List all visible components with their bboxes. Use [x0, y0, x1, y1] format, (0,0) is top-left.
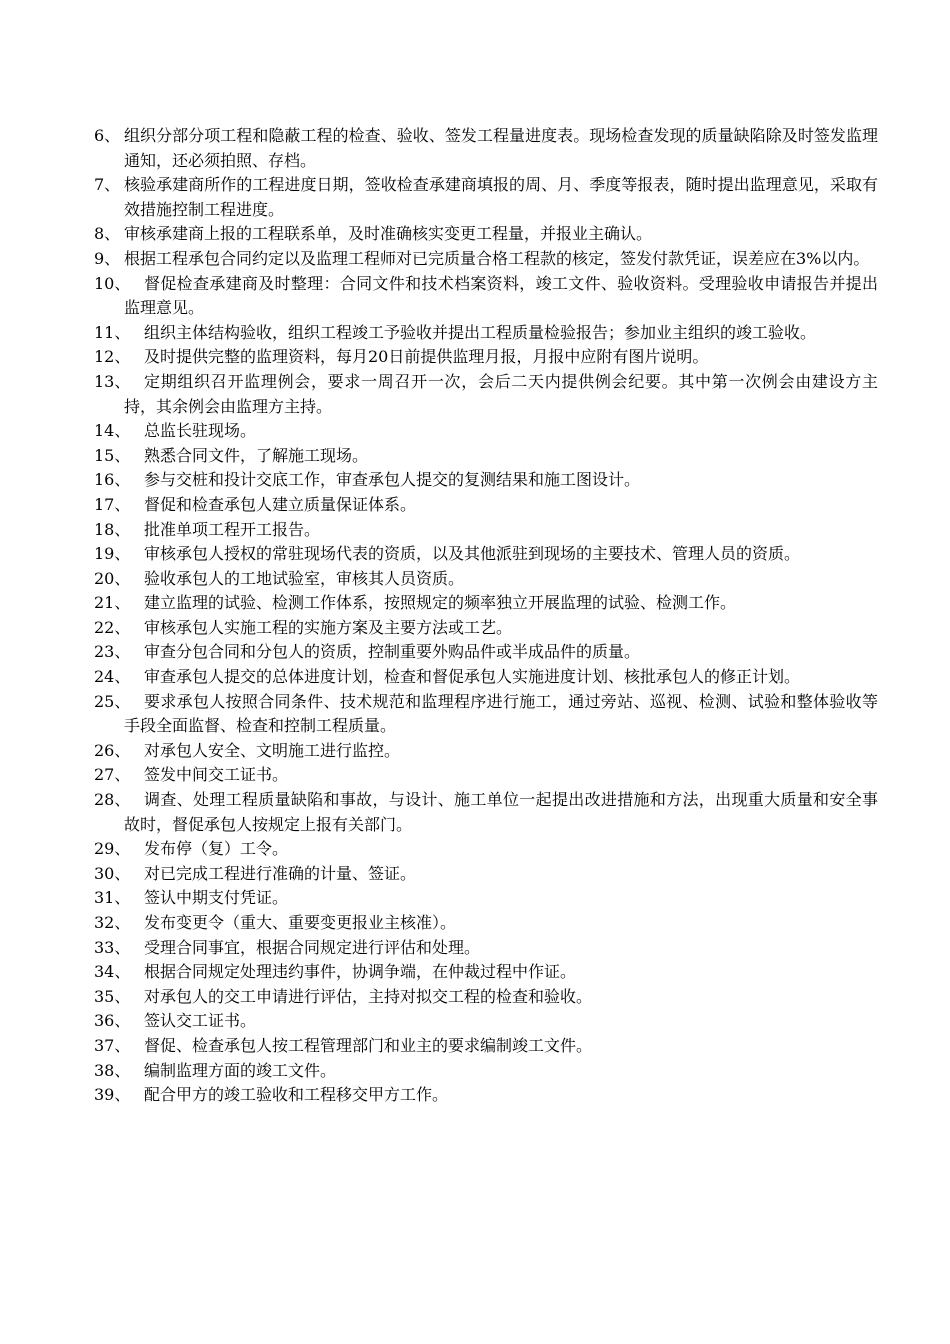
item-text: 参与交桩和投计交底工作，审查承包人提交的复测结果和施工图设计。 [144, 470, 641, 490]
item-text: 定期组织召开监理例会，要求一周召开一次，会后二天内提供例会纪要。其中第一次例会由建设方主持，其余例会由监理方主持。 [124, 371, 878, 416]
item-number: 7、 [94, 175, 121, 195]
item-number: 15、 [94, 445, 131, 465]
item-number: 36、 [94, 1011, 131, 1031]
item-text: 总监长驻现场。 [144, 421, 257, 441]
list-item [94, 763, 878, 788]
item-text: 对承包人安全、文明施工进行监控。 [144, 740, 401, 760]
list-item [94, 321, 878, 346]
list-item [94, 567, 878, 592]
list-item [94, 542, 878, 567]
item-text: 验收承包人的工地试验室，审核其人员资质。 [144, 568, 465, 588]
item-text: 根据合同规定处理违约事件，协调争端，在仲裁过程中作证。 [144, 962, 577, 982]
list-item [94, 493, 878, 518]
item-text: 审核承包人实施工程的实施方案及主要方法或工艺。 [144, 617, 513, 637]
list-item [94, 419, 878, 444]
item-number: 10、 [94, 273, 131, 293]
item-number: 33、 [94, 937, 131, 957]
item-text: 批准单项工程开工报告。 [144, 519, 321, 539]
item-text: 签发中间交工证书。 [144, 765, 289, 785]
item-text: 熟悉合同文件，了解施工现场。 [144, 445, 369, 465]
item-number: 30、 [94, 863, 131, 883]
item-text: 签认交工证书。 [144, 1011, 257, 1031]
list-item [94, 886, 878, 911]
item-text: 及时提供完整的监理资料，每月20日前提供监理月报，月报中应附有图片说明。 [144, 347, 709, 367]
item-number: 28、 [94, 790, 131, 810]
item-text: 发布停（复）工令。 [144, 839, 289, 859]
item-number: 32、 [94, 913, 131, 932]
item-number: 38、 [94, 1060, 131, 1080]
list-item [94, 739, 878, 764]
item-number: 16、 [94, 470, 131, 490]
item-number: 9、 [94, 248, 121, 268]
item-text: 发布变更令（重大、重要变更报业主核准）。 [144, 913, 457, 932]
item-number: 11、 [94, 322, 131, 342]
item-number: 35、 [94, 986, 131, 1006]
list-item [94, 1034, 878, 1059]
list-item [94, 936, 878, 961]
item-text: 组织主体结构验收，组织工程竣工予验收并提出工程质量检验报告；参加业主组织的竣工验收。 [144, 322, 817, 342]
list-item [94, 444, 878, 469]
item-number: 37、 [94, 1035, 131, 1055]
item-text: 督促检查承建商及时整理：合同文件和技术档案资料，竣工文件、验收资料。受理验收申请报告并提出监理意见。 [124, 273, 878, 318]
list-item [94, 985, 878, 1010]
item-number: 25、 [94, 691, 131, 711]
list-item [94, 911, 878, 936]
list-item [94, 370, 878, 419]
item-number: 31、 [94, 888, 131, 908]
list-item [94, 124, 878, 173]
item-number: 6、 [94, 126, 121, 145]
list-item [94, 616, 878, 641]
item-text: 审查承包人提交的总体进度计划，检查和督促承包人实施进度计划、核批承包人的修正计划。 [144, 667, 801, 687]
item-number: 29、 [94, 839, 131, 859]
item-text: 审核承包人授权的常驻现场代表的资质，以及其他派驻到现场的主要技术、管理人员的资质。 [144, 544, 801, 564]
item-text: 督促、检查承包人按工程管理部门和业主的要求编制竣工文件。 [144, 1035, 593, 1055]
list-item [94, 960, 878, 985]
item-number: 27、 [94, 765, 131, 785]
item-number: 12、 [94, 347, 131, 367]
item-text: 签认中期支付凭证。 [144, 888, 289, 908]
item-number: 39、 [94, 1085, 131, 1105]
list-item [94, 591, 878, 616]
item-text: 核验承建商所作的工程进度日期，签收检查承建商填报的周、月、季度等报表，随时提出监理意见，采取有效措施控制工程进度。 [124, 175, 878, 219]
list-item [94, 272, 878, 321]
item-text: 调查、处理工程质量缺陷和事故，与设计、施工单位一起提出改进措施和方法，出现重大质量和安全事故时，督促承包人按规定上报有关部门。 [124, 790, 878, 834]
item-number: 13、 [94, 371, 131, 391]
item-text: 配合甲方的竣工验收和工程移交甲方工作。 [144, 1085, 449, 1105]
list-item [94, 690, 878, 739]
item-text: 组织分部分项工程和隐蔽工程的检查、验收、签发工程量进度表。现场检查发现的质量缺陷除及时签发监理通知，还必须拍照、存档。 [124, 126, 878, 170]
item-number: 34、 [94, 962, 131, 982]
list-item [94, 1083, 878, 1108]
list-item [94, 222, 878, 247]
item-text: 审核承建商上报的工程联系单，及时准确核实变更工程量，并报业主确认。 [124, 224, 653, 244]
list-item [94, 665, 878, 690]
item-number: 24、 [94, 667, 131, 687]
item-number: 23、 [94, 642, 131, 662]
item-text: 编制监理方面的竣工文件。 [144, 1060, 337, 1080]
list-item [94, 1059, 878, 1084]
list-item [94, 173, 878, 222]
item-number: 14、 [94, 421, 131, 441]
list-item [94, 640, 878, 665]
item-text: 要求承包人按照合同条件、技术规范和监理程序进行施工，通过旁站、巡视、检测、试验和整体验收等手段全面监督、检查和控制工程质量。 [124, 691, 878, 736]
item-text: 对已完成工程进行准确的计量、签证。 [144, 863, 417, 883]
list-item [94, 468, 878, 493]
item-number: 18、 [94, 519, 131, 539]
list-item [94, 247, 878, 272]
item-number: 19、 [94, 544, 131, 564]
list-item [94, 1009, 878, 1034]
list-item [94, 862, 878, 887]
item-number: 17、 [94, 494, 131, 514]
item-number: 26、 [94, 740, 131, 760]
list-item [94, 518, 878, 543]
item-text: 对承包人的交工申请进行评估，主持对拟交工程的检查和验收。 [144, 986, 593, 1006]
item-text: 审查分包合同和分包人的资质，控制重要外购品件或半成品件的质量。 [144, 642, 641, 662]
item-text: 建立监理的试验、检测工作体系，按照规定的频率独立开展监理的试验、检测工作。 [144, 593, 737, 613]
item-number: 20、 [94, 568, 131, 588]
list-item [94, 345, 878, 370]
item-text: 根据工程承包合同约定以及监理工程师对已完质量合格工程款的核定，签发付款凭证，误差应在3%以内。 [124, 248, 870, 268]
duty-list [94, 124, 878, 1108]
item-text: 受理合同事宜，根据合同规定进行评估和处理。 [144, 937, 481, 957]
item-number: 21、 [94, 593, 131, 613]
item-number: 22、 [94, 617, 131, 637]
list-item [94, 837, 878, 862]
item-text: 督促和检查承包人建立质量保证体系。 [144, 494, 417, 514]
item-number: 8、 [94, 224, 121, 244]
list-item [94, 788, 878, 837]
